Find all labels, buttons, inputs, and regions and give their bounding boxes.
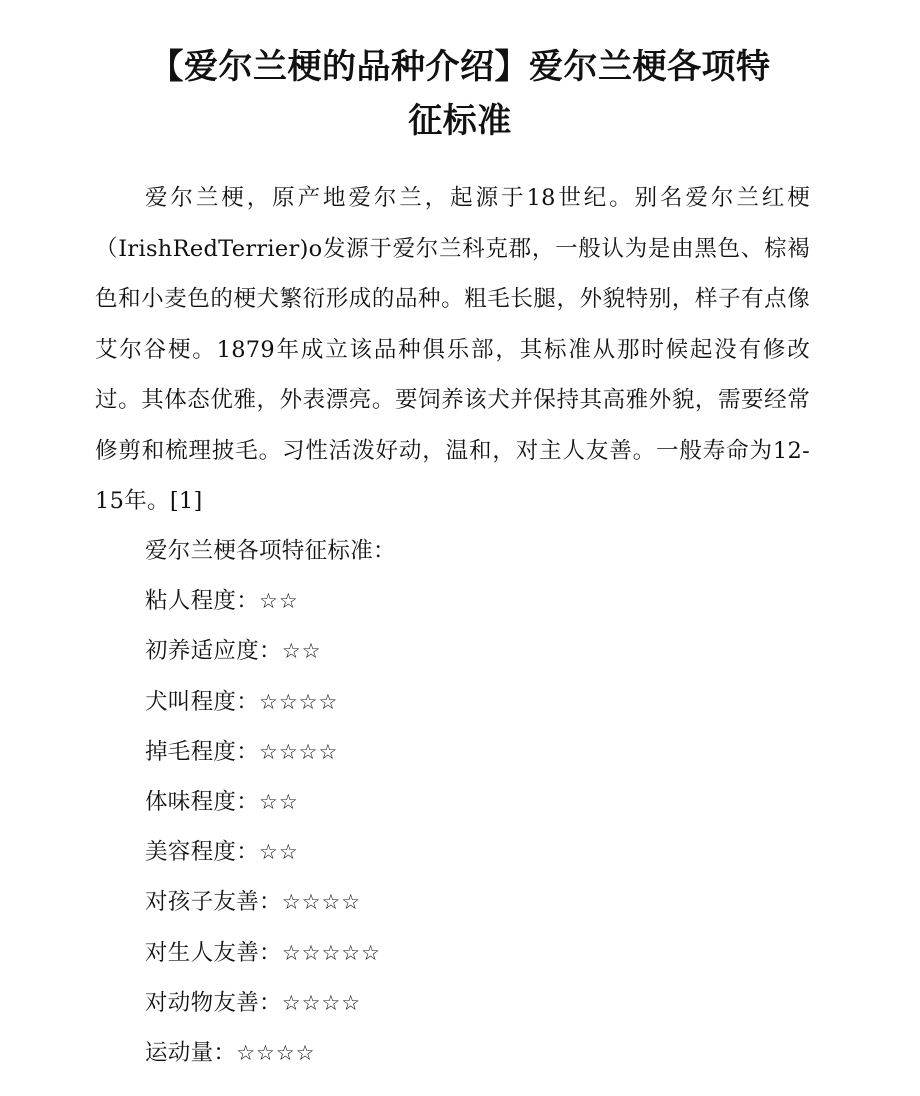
- trait-item: [145, 727, 396, 777]
- star-rating: ☆☆☆☆: [236, 1041, 316, 1066]
- trait-item: [145, 576, 396, 626]
- trait-item: [145, 877, 396, 927]
- trait-item: [145, 928, 396, 978]
- trait-item: [145, 1028, 396, 1078]
- trait-label: 美容程度：: [145, 839, 260, 866]
- trait-label: 粘人程度：: [145, 588, 260, 615]
- trait-item: [145, 777, 396, 827]
- star-rating: ☆☆☆☆: [281, 990, 362, 1015]
- trait-label: 犬叫程度：: [145, 688, 260, 715]
- title-line-2: 征标准: [408, 101, 512, 141]
- trait-item: [145, 978, 396, 1028]
- star-rating: ☆☆☆☆: [281, 890, 362, 915]
- trait-label: 掉毛程度：: [145, 738, 260, 765]
- intro-paragraph: 爱尔兰梗，原产地爱尔兰，起源于18世纪。别名爱尔兰红梗（IrishRedTerrier)o发源于爱尔兰科克郡，一般认为是由黑色、棕褐色和小麦色的梗犬繁衍形成的品种。粗毛长腿，外貌特别，样子有点像艾尔谷梗。1879年成立该品种俱乐部，其标准从那时候起没有修改过。其体态优雅，外表漂亮。要饲养该犬并保持其高雅外貌，需要经常修剪和梳理披毛。习性活泼好动，温和，对主人友善。一般寿命为12-15年。[1]: [95, 185, 810, 514]
- star-rating: ☆☆: [259, 790, 299, 815]
- standards-heading: 爱尔兰梗各项特征标准：: [145, 538, 396, 564]
- trait-item: [145, 827, 396, 877]
- star-rating: ☆☆: [281, 639, 322, 664]
- star-rating: ☆☆☆☆: [259, 739, 339, 764]
- star-rating: ☆☆☆☆: [259, 689, 339, 714]
- trait-item: [145, 626, 396, 676]
- title-line-1: 【爱尔兰梗的品种介绍】爱尔兰梗各项特: [149, 47, 771, 87]
- trait-label: 运动量：: [145, 1040, 237, 1067]
- document-title: [60, 40, 860, 148]
- star-rating: ☆☆: [259, 589, 299, 614]
- star-rating: ☆☆: [259, 840, 299, 865]
- star-rating: ☆☆☆☆☆: [281, 940, 381, 965]
- trait-label: 对动物友善：: [145, 989, 282, 1016]
- standards-list: [145, 526, 396, 1078]
- trait-item: [145, 677, 396, 727]
- trait-label: 体味程度：: [145, 789, 260, 816]
- trait-label: 初养适应度：: [145, 638, 282, 665]
- trait-label: 对生人友善：: [145, 939, 282, 966]
- trait-label: 对孩子友善：: [145, 889, 282, 916]
